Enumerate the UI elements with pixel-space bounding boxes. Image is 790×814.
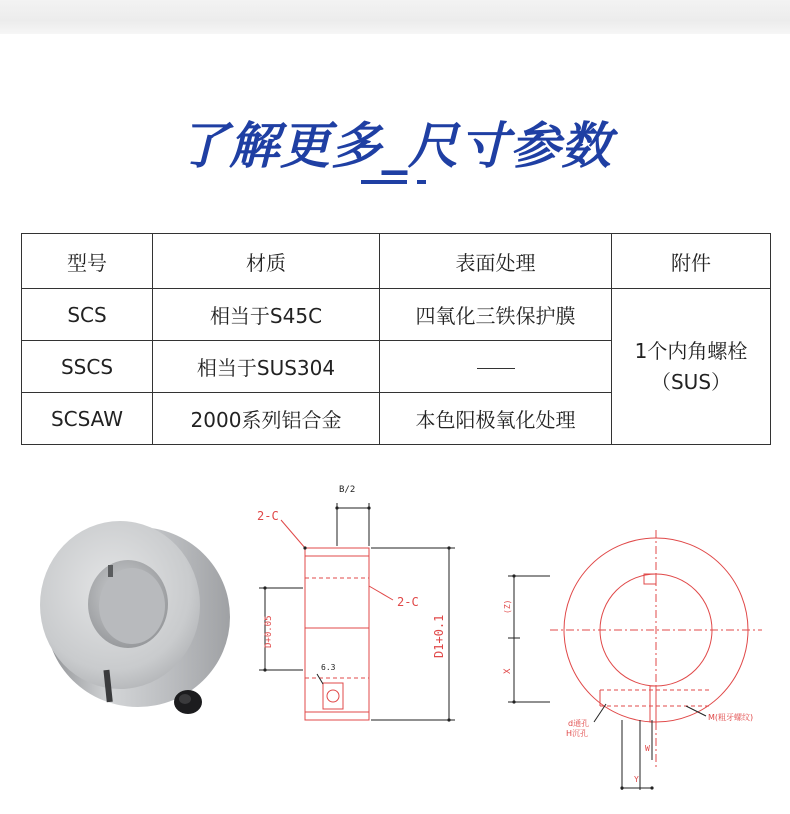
header-material: 材质 — [153, 234, 380, 289]
label-d: D+0.05 — [264, 615, 274, 648]
cell-material: 相当于S45C — [153, 289, 380, 341]
label-63: 6.3 — [321, 663, 336, 672]
cell-model: SCSAW — [22, 393, 153, 445]
cell-material: 2000系列铝合金 — [153, 393, 380, 445]
label-w: W — [645, 744, 650, 753]
label-y: Y — [634, 775, 639, 784]
label-m: M(粗牙螺纹) — [708, 713, 754, 722]
accessory-line2: （SUS） — [650, 369, 732, 394]
dash-line — [477, 368, 515, 369]
top-banner-strip — [0, 0, 790, 34]
label-2c-top: 2-C — [257, 509, 279, 523]
cell-model: SCS — [22, 289, 153, 341]
cell-finish: 本色阳极氧化处理 — [380, 393, 612, 445]
spec-table — [21, 233, 771, 445]
label-d-hole: d通孔 — [568, 719, 590, 728]
cell-finish-dash — [380, 341, 612, 393]
table-row — [22, 289, 771, 341]
label-b2: B/2 — [339, 485, 356, 495]
cell-model: SSCS — [22, 341, 153, 393]
title-underline-dot — [417, 180, 426, 184]
label-x: X — [503, 668, 513, 674]
header-model: 型号 — [22, 234, 153, 289]
label-d1: D1+0.1 — [432, 614, 446, 658]
accessory-line1: 1个内角螺栓 — [634, 338, 748, 363]
title-separator: _ — [382, 117, 408, 175]
table-header-row — [22, 234, 771, 289]
label-2c-mid: 2-C — [397, 595, 419, 609]
cell-accessory — [612, 289, 771, 445]
title-left: 了解更多 — [178, 117, 382, 175]
shaft-collar-photo — [28, 505, 238, 730]
cell-material: 相当于SUS304 — [153, 341, 380, 393]
title-right: 尺寸参数 — [408, 117, 612, 175]
header-finish: 表面处理 — [380, 234, 612, 289]
label-z: (Z) — [503, 599, 512, 614]
side-view-drawing — [245, 478, 470, 728]
header-accessory: 附件 — [612, 234, 771, 289]
front-view-drawing — [490, 530, 780, 800]
section-title — [0, 106, 790, 178]
title-underline — [361, 180, 407, 184]
cell-finish: 四氧化三铁保护膜 — [380, 289, 612, 341]
label-h-hole: H沉孔 — [566, 729, 589, 738]
